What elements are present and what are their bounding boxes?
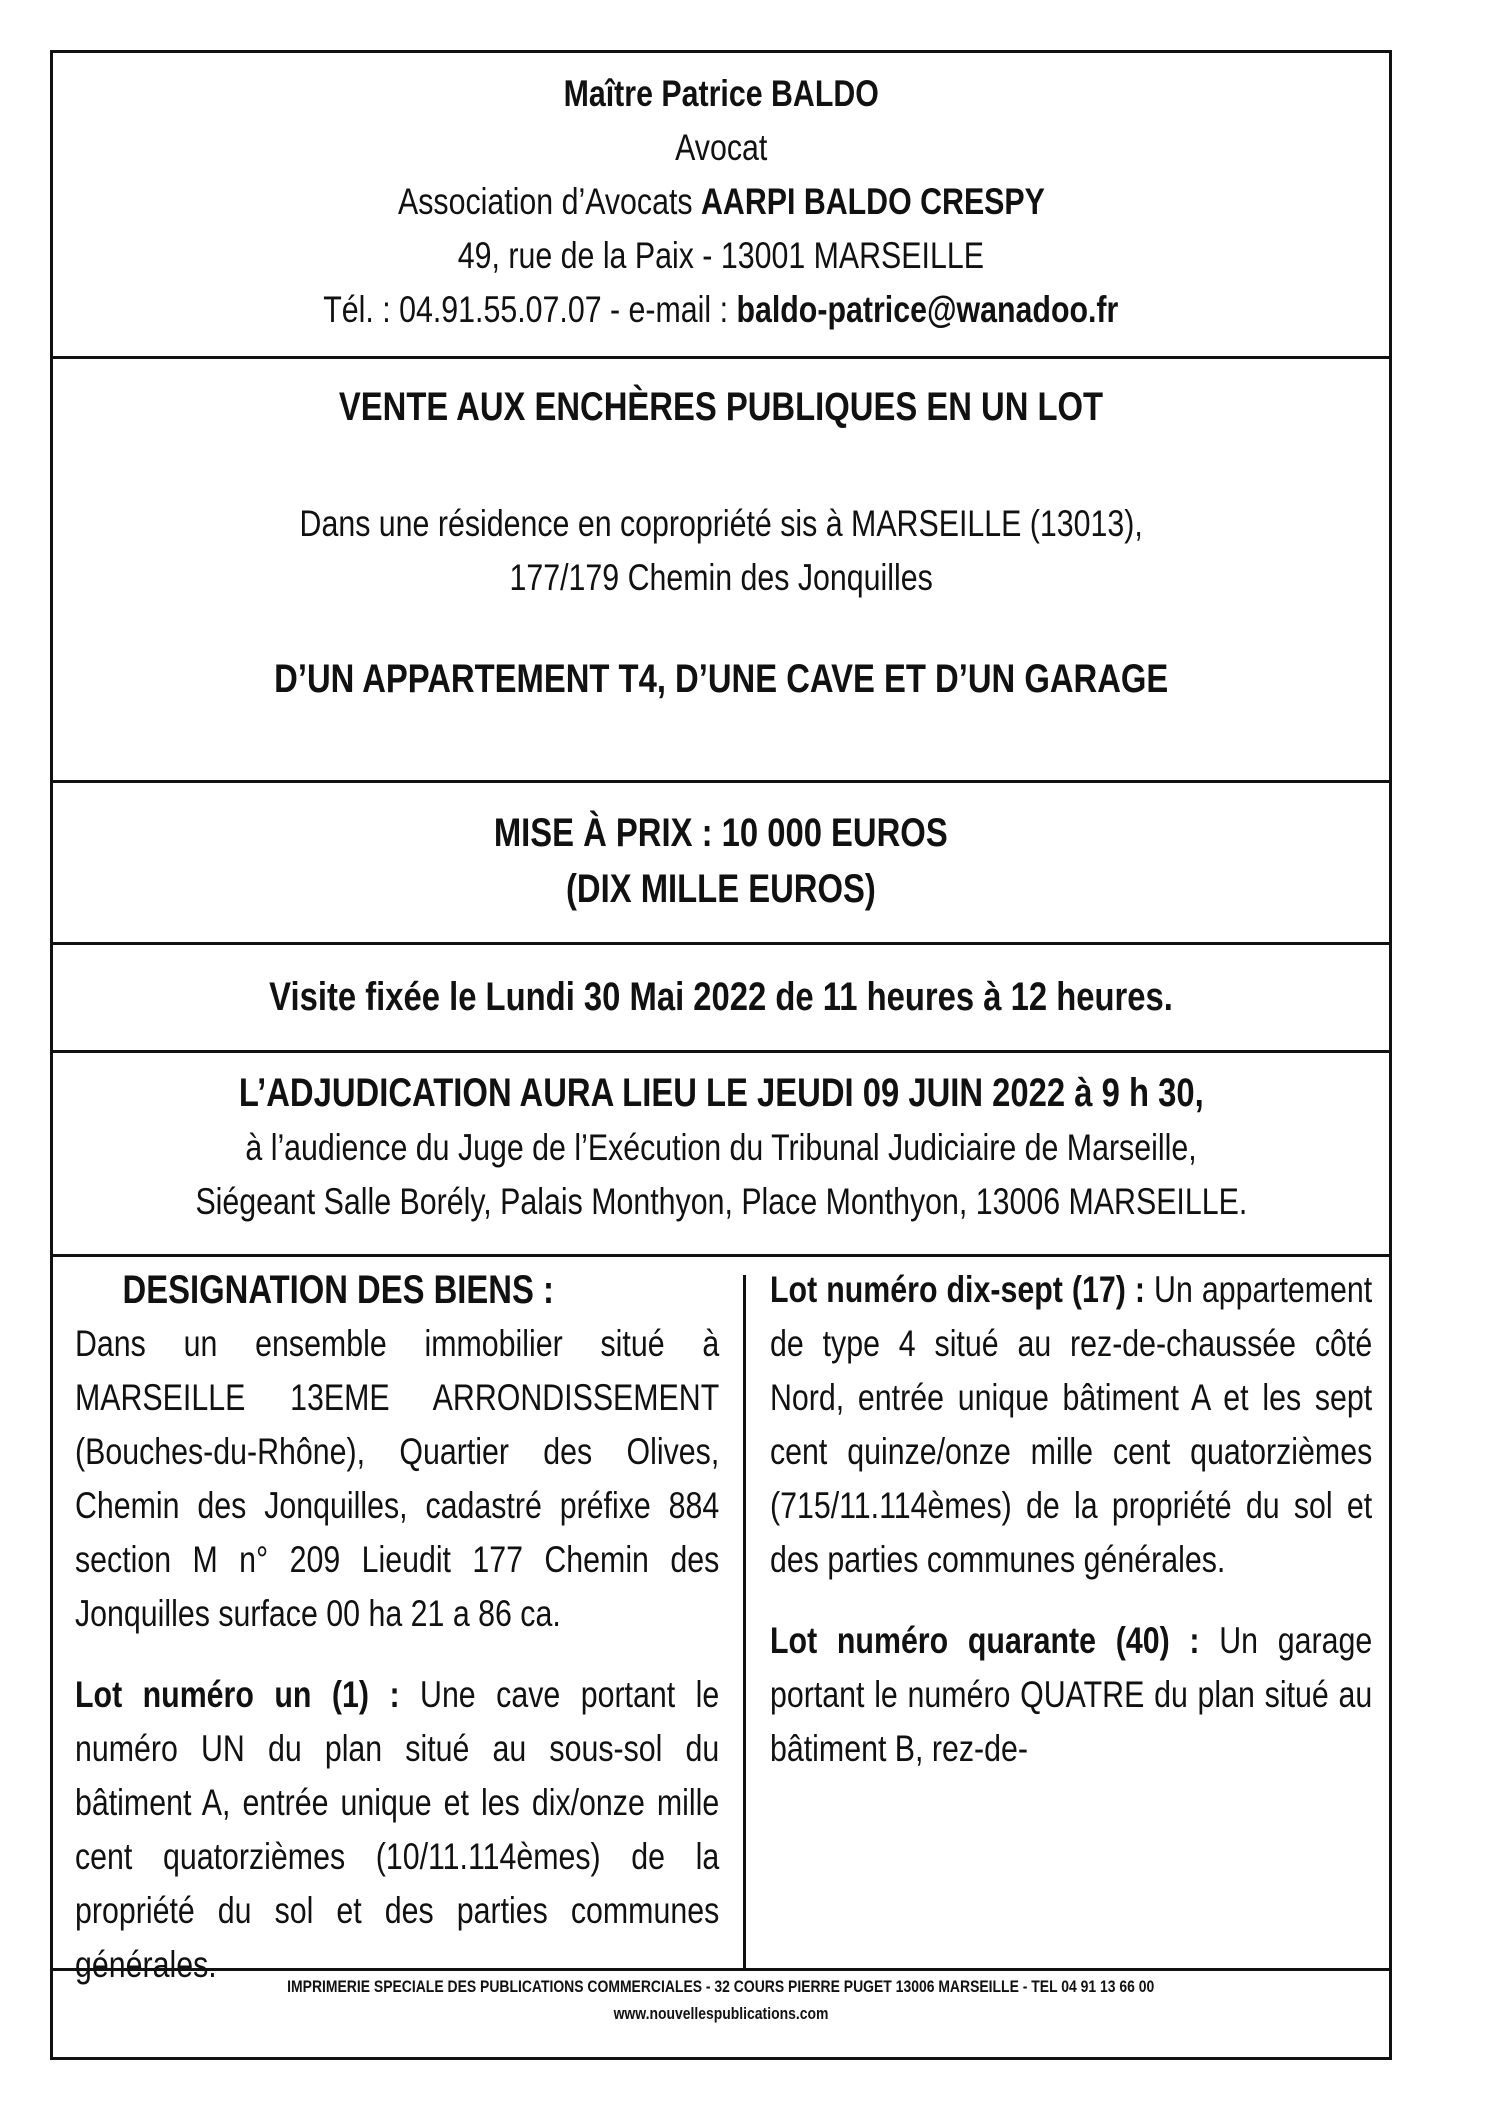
lawyer-header bbox=[53, 53, 1389, 359]
price-section bbox=[53, 783, 1389, 945]
lot-40 bbox=[770, 1614, 1372, 1776]
lawyer-email: baldo-patrice@wanadoo.fr bbox=[736, 289, 1119, 330]
lot-1-title: Lot numéro un (1) : bbox=[75, 1674, 400, 1715]
lawyer-name: Maître Patrice BALDO bbox=[563, 73, 879, 114]
designation-intro: Dans un ensemble immobilier situé à MARSEILLE 13EME ARRONDISSEMENT (Bouches-du-Rhône), Quartier des Olives, Chemin des Jonquilles, cadastré préfixe 884 section M n° 209 Lieudit 177 Chemin des Jonquilles surface 00 ha 21 a 86 ca. bbox=[75, 1323, 720, 1634]
lot-1-text: Une cave portant le numéro UN du plan situé au sous-sol du bâtiment A, entrée unique et les dix/onze mille cent quatorzièmes (10/11.114èmes) de la propriété du sol et des parties communes générales. bbox=[75, 1674, 720, 1985]
sale-section bbox=[53, 359, 1389, 783]
visit-section bbox=[53, 945, 1389, 1053]
column-divider bbox=[743, 1275, 746, 1968]
footer-line-1: IMPRIMERIE SPECIALE DES PUBLICATIONS COMMERCIALES - 32 COURS PIERRE PUGET 13006 MARSEILLE - TEL 04 91 13 66 00 bbox=[287, 1977, 1155, 1996]
designation-heading: DESIGNATION DES BIENS : bbox=[122, 1268, 554, 1312]
footer-website: www.nouvellespublications.com bbox=[613, 2004, 829, 2023]
adjudication-line-1: à l’audience du Juge de l’Exécution du Tribunal Judiciaire de Marseille, bbox=[245, 1127, 1197, 1168]
lot-40-text: Un garage portant le numéro QUATRE du plan situé au bâtiment B, rez-de- bbox=[770, 1620, 1373, 1769]
designation-right-column bbox=[770, 1263, 1372, 1803]
designation-section bbox=[53, 1257, 1389, 1985]
price-line-1: MISE À PRIX : 10 000 EUROS bbox=[494, 811, 948, 855]
lawyer-address: 49, rue de la Paix - 13001 MARSEILLE bbox=[457, 235, 985, 276]
lot-17-text: Un appartement de type 4 situé au rez-de-chaussée côté Nord, entrée unique bâtiment A et les sept cent quinze/onze mille cent quatorzièmes (715/11.114èmes) de la propriété du sol et des parties communes générales. bbox=[770, 1269, 1373, 1580]
adjudication-line-2: Siégeant Salle Borély, Palais Monthyon, Place Monthyon, 13006 MARSEILLE. bbox=[195, 1181, 1247, 1222]
notice-frame bbox=[50, 50, 1392, 2060]
association-prefix: Association d’Avocats bbox=[397, 181, 693, 222]
price-line-2: (DIX MILLE EUROS) bbox=[566, 867, 876, 911]
association-name: AARPI BALDO CRESPY bbox=[700, 181, 1045, 222]
lot-1 bbox=[75, 1668, 719, 1992]
sale-location-2: 177/179 Chemin des Jonquilles bbox=[509, 557, 933, 598]
sale-location-1: Dans une résidence en copropriété sis à MARSEILLE (13013), bbox=[299, 503, 1143, 544]
printer-footer bbox=[53, 1973, 1389, 2027]
sale-title: VENTE AUX ENCHÈRES PUBLIQUES EN UN LOT bbox=[338, 385, 1104, 429]
lot-17 bbox=[770, 1263, 1372, 1587]
lawyer-phone: Tél. : 04.91.55.07.07 - e-mail : bbox=[323, 289, 729, 330]
visit-text: Visite fixée le Lundi 30 Mai 2022 de 11 heures à 12 heures. bbox=[269, 975, 1173, 1019]
lawyer-role: Avocat bbox=[674, 127, 768, 168]
lot-17-title: Lot numéro dix-sept (17) : bbox=[770, 1269, 1145, 1310]
designation-left-column bbox=[75, 1263, 719, 2019]
sale-object: D’UN APPARTEMENT T4, D’UNE CAVE ET D’UN GARAGE bbox=[273, 657, 1169, 701]
adjudication-section bbox=[53, 1053, 1389, 1257]
lot-40-title: Lot numéro quarante (40) : bbox=[770, 1620, 1200, 1661]
adjudication-title: L’ADJUDICATION AURA LIEU LE JEUDI 09 JUIN 2022 à 9 h 30, bbox=[238, 1071, 1204, 1115]
